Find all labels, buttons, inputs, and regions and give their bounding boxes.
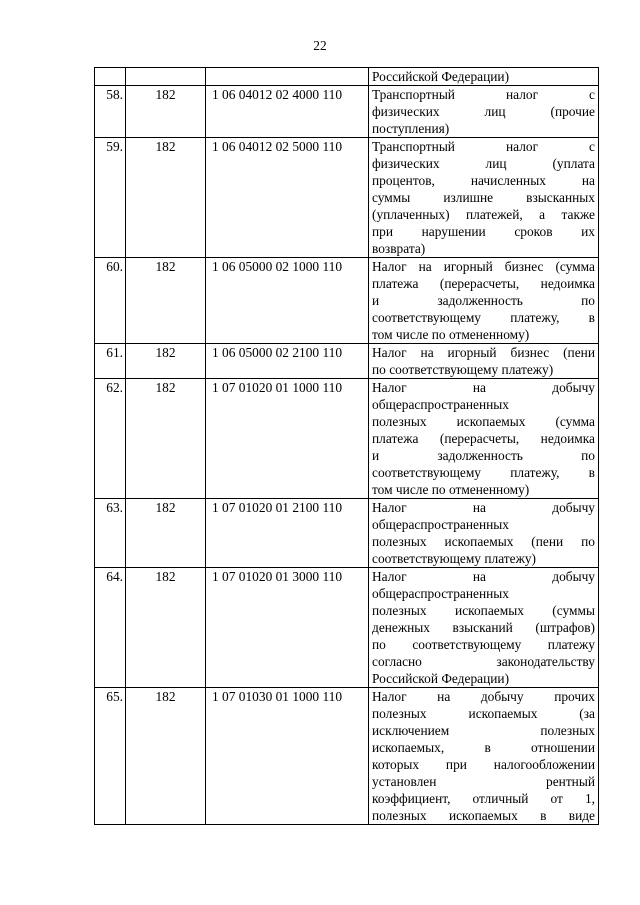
revenue-name-line: физических лиц (уплата <box>372 156 595 171</box>
revenue-name-cell <box>369 379 599 499</box>
revenue-name-line: и задолженность по <box>372 448 595 463</box>
revenue-name-line: Российской Федерации) <box>372 69 510 84</box>
revenue-name-line: общераспространенных <box>372 586 509 601</box>
revenue-name-line: соответствующему платежу, в <box>372 310 595 325</box>
revenue-name-line: соответствующему платежу) <box>372 551 536 566</box>
admin-code-cell: 182 <box>126 344 206 379</box>
revenue-name-line: Налог на добычу прочих <box>372 689 595 704</box>
revenue-name-cell <box>369 344 599 379</box>
revenue-name-line: (уплаченных) платежей, а также <box>372 207 595 222</box>
revenue-name-line: полезных ископаемых в виде <box>372 808 595 823</box>
row-number-cell: 64. <box>95 568 126 688</box>
table-row-continuation <box>95 68 599 86</box>
revenue-name-line: согласно законодательству <box>372 654 595 669</box>
revenue-name-line: по соответствующему платежу) <box>372 362 554 377</box>
kbk-code-cell: 1 07 01020 01 3000 110 <box>206 568 369 688</box>
revenue-name-line: Транспортный налог с <box>372 87 595 102</box>
row-number-cell: 65. <box>95 688 126 825</box>
table-row <box>95 138 599 258</box>
revenue-name-line: Налог на добычу <box>372 569 595 584</box>
table-row <box>95 379 599 499</box>
revenue-name-line: Налог на добычу <box>372 500 595 515</box>
revenue-name-cell <box>369 688 599 825</box>
row-number-cell: 60. <box>95 258 126 344</box>
revenue-name-line: том числе по отмененному) <box>372 482 530 497</box>
row-number-cell: 63. <box>95 499 126 568</box>
revenue-name-cell <box>369 258 599 344</box>
table-row <box>95 86 599 138</box>
admin-code-cell: 182 <box>126 379 206 499</box>
admin-code-cell: 182 <box>126 138 206 258</box>
revenue-name-line: полезных ископаемых (за <box>372 706 595 721</box>
kbk-code-cell: 1 07 01020 01 2100 110 <box>206 499 369 568</box>
revenue-name-cell <box>369 68 599 86</box>
revenue-name-line: исключением полезных <box>372 723 595 738</box>
revenue-name-line: установлен рентный <box>372 774 595 789</box>
row-number-cell: 59. <box>95 138 126 258</box>
admin-code-cell: 182 <box>126 688 206 825</box>
row-number-cell: 61. <box>95 344 126 379</box>
kbk-code-cell: 1 06 05000 02 1000 110 <box>206 258 369 344</box>
revenue-name-line: и задолженность по <box>372 293 595 308</box>
revenue-name-line: ископаемых, в отношении <box>372 740 595 755</box>
revenue-name-line: Налог на игорный бизнес (сумма <box>372 259 595 274</box>
revenue-name-line: суммы излишне взысканных <box>372 190 595 205</box>
revenue-name-cell <box>369 568 599 688</box>
revenue-name-line: по соответствующему платежу <box>372 637 595 652</box>
kbk-code-cell <box>206 68 369 86</box>
admin-code-cell: 182 <box>126 258 206 344</box>
revenue-name-line: полезных ископаемых (сумма <box>372 414 595 429</box>
revenue-name-line: Транспортный налог с <box>372 139 595 154</box>
revenue-name-line: денежных взысканий (штрафов) <box>372 620 595 635</box>
revenue-name-line: Российской Федерации) <box>372 671 510 686</box>
kbk-code-cell: 1 07 01030 01 1000 110 <box>206 688 369 825</box>
revenue-name-line: которых при налогообложении <box>372 757 595 772</box>
revenue-name-line: общераспространенных <box>372 397 509 412</box>
kbk-code-cell: 1 06 04012 02 5000 110 <box>206 138 369 258</box>
admin-code-cell: 182 <box>126 86 206 138</box>
table-row <box>95 568 599 688</box>
row-number-cell: 58. <box>95 86 126 138</box>
revenue-name-line: общераспространенных <box>372 517 509 532</box>
table-body <box>95 68 599 825</box>
row-number-cell <box>95 68 126 86</box>
revenue-name-line: полезных ископаемых (суммы <box>372 603 595 618</box>
table-row <box>95 258 599 344</box>
revenue-name-line: платежа (перерасчеты, недоимка <box>372 276 595 291</box>
revenue-name-line: при нарушении сроков их <box>372 224 595 239</box>
revenue-name-cell <box>369 138 599 258</box>
admin-code-cell: 182 <box>126 568 206 688</box>
revenue-name-line: коэффициент, отличный от 1, <box>372 791 595 806</box>
revenue-codes-table <box>94 67 599 825</box>
table-row <box>95 688 599 825</box>
page-number: 22 <box>313 38 327 53</box>
revenue-name-cell <box>369 86 599 138</box>
table-row <box>95 499 599 568</box>
table-row <box>95 344 599 379</box>
kbk-code-cell: 1 06 05000 02 2100 110 <box>206 344 369 379</box>
kbk-code-cell: 1 07 01020 01 1000 110 <box>206 379 369 499</box>
revenue-name-line: полезных ископаемых (пени по <box>372 534 595 549</box>
revenue-name-line: возврата) <box>372 241 426 256</box>
revenue-name-line: Налог на игорный бизнес (пени <box>372 345 595 360</box>
row-number-cell: 62. <box>95 379 126 499</box>
kbk-code-cell: 1 06 04012 02 4000 110 <box>206 86 369 138</box>
revenue-name-line: платежа (перерасчеты, недоимка <box>372 431 595 446</box>
revenue-name-line: Налог на добычу <box>372 380 595 395</box>
revenue-name-cell <box>369 499 599 568</box>
revenue-name-line: соответствующему платежу, в <box>372 465 595 480</box>
admin-code-cell: 182 <box>126 499 206 568</box>
revenue-name-line: физических лиц (прочие <box>372 104 595 119</box>
revenue-name-line: поступления) <box>372 121 450 136</box>
revenue-name-line: том числе по отмененному) <box>372 327 530 342</box>
revenue-name-line: процентов, начисленных на <box>372 173 595 188</box>
admin-code-cell <box>126 68 206 86</box>
